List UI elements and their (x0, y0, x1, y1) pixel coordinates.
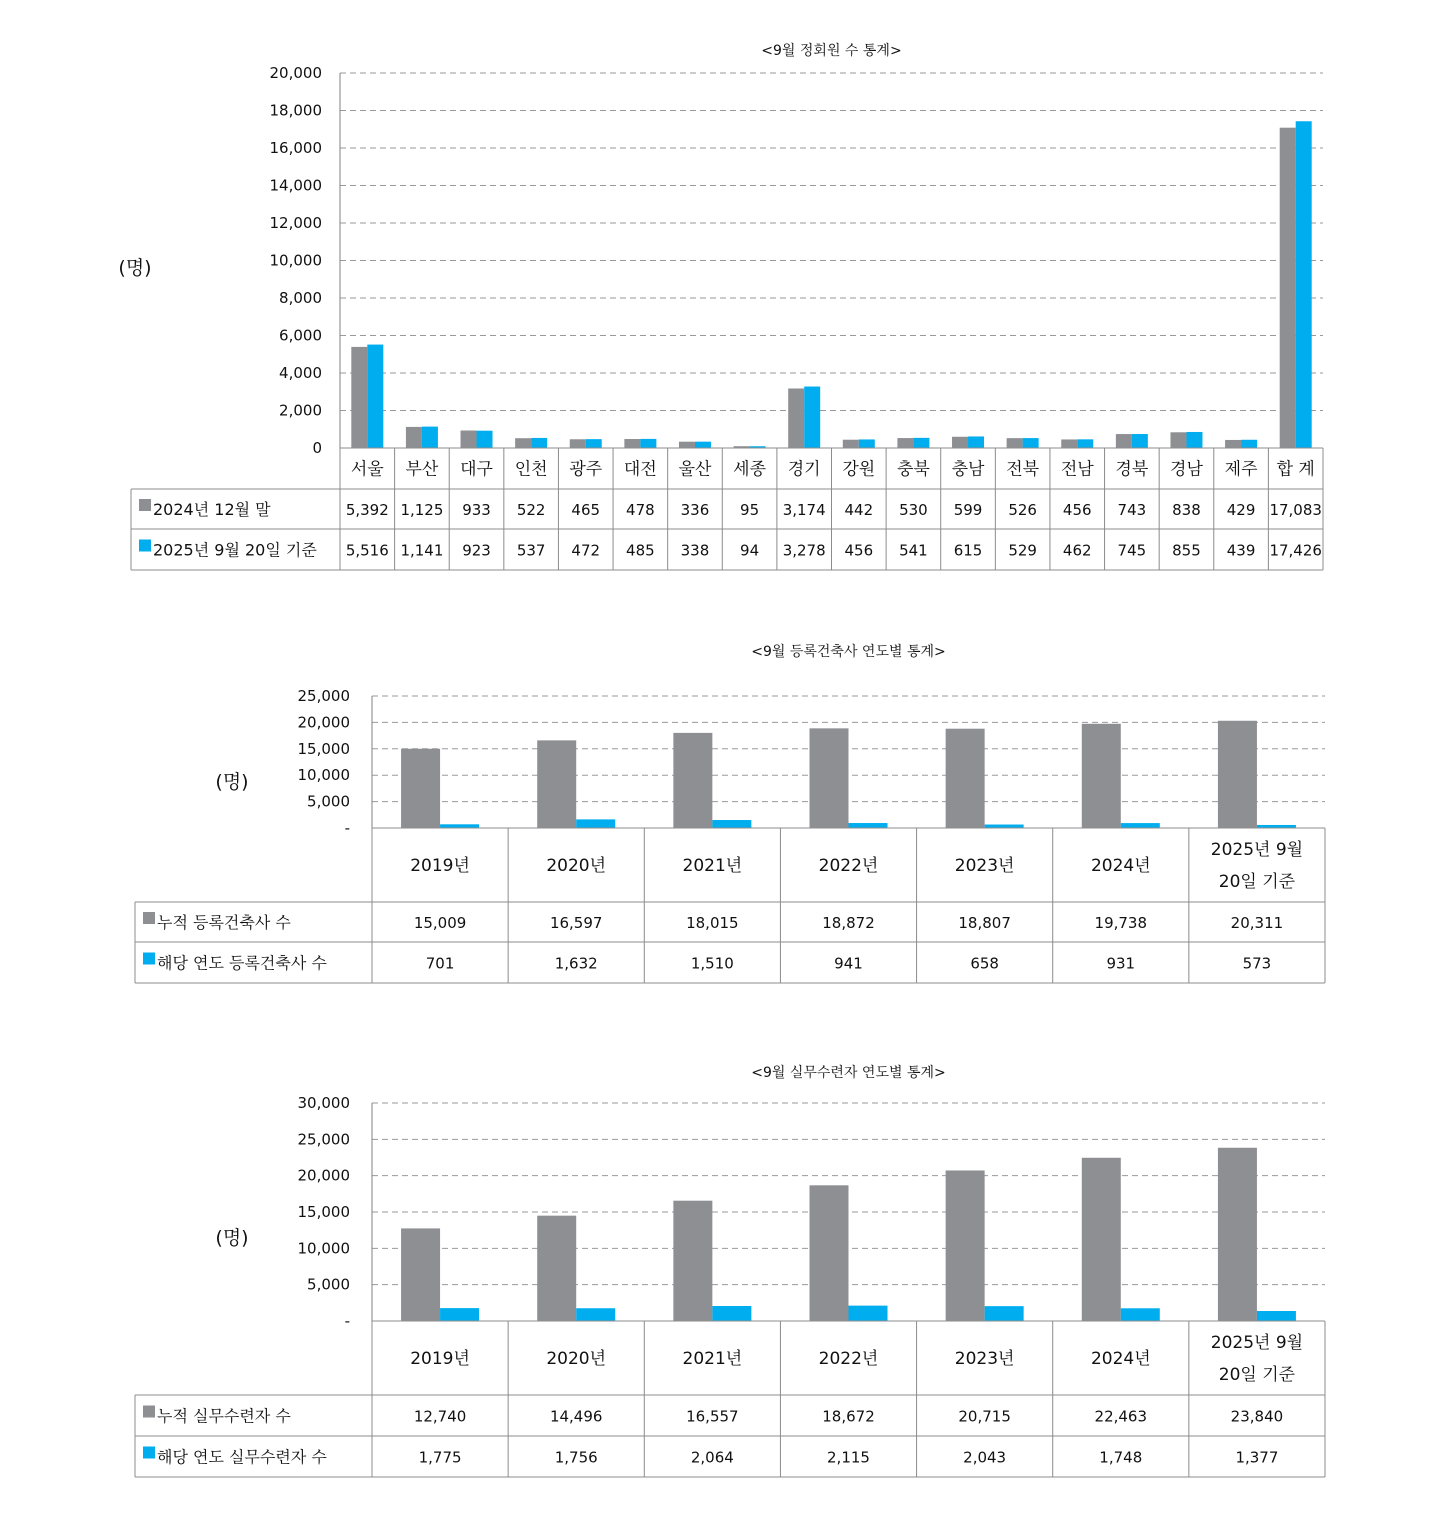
y-tick-label: 8,000 (279, 289, 322, 307)
data-label: 522 (516, 501, 546, 519)
data-label: 18,672 (822, 1407, 875, 1426)
data-label: 1,775 (418, 1448, 462, 1467)
data-label: 465 (571, 501, 601, 519)
y-tick-label: 10,000 (297, 766, 350, 785)
bar-series1 (401, 1228, 440, 1321)
y-tick-label: 2,000 (279, 401, 322, 420)
bar-series1 (1225, 440, 1241, 448)
chart-2 (135, 1064, 1325, 1477)
data-label: 529 (1008, 541, 1037, 560)
data-label: 456 (1062, 501, 1092, 519)
category-label: 2020년 (546, 856, 607, 876)
category-label: 2024년 (1090, 1349, 1151, 1369)
data-label: 17,083 (1269, 501, 1322, 519)
bar-series1 (679, 442, 695, 448)
bar-series1 (946, 729, 985, 828)
data-label: 16,597 (549, 914, 603, 932)
category-label: 세종 (733, 459, 767, 480)
category-label: 2024년 (1090, 856, 1151, 876)
legend-swatch (143, 1447, 155, 1459)
bar-series1 (1218, 721, 1257, 828)
y-tick-label: 20,000 (269, 64, 322, 82)
bar-series2 (712, 1306, 751, 1321)
category-label: 2023년 (954, 856, 1015, 876)
data-label: 478 (626, 501, 655, 519)
bar-series2 (695, 442, 711, 448)
data-label: 14,496 (549, 1407, 603, 1426)
bar-series2 (440, 1308, 479, 1321)
bar-series2 (1296, 121, 1312, 448)
y-tick-label: 16,000 (269, 139, 322, 157)
chart-title: <9월 실무수련자 연도별 통계> (751, 1065, 946, 1081)
y-tick-label: 20,000 (297, 1166, 350, 1185)
category-label: 2019년 (410, 1349, 470, 1369)
data-label: 701 (425, 954, 455, 973)
bar-series1 (673, 1201, 712, 1321)
y-tick-label: - (344, 819, 350, 837)
bar-series1 (952, 437, 968, 448)
legend-swatch (143, 1406, 155, 1418)
category-label: 2022년 (818, 1349, 879, 1369)
data-label: 2,115 (827, 1448, 870, 1467)
legend-label: 2025년 9월 20일 기준 (153, 540, 317, 560)
data-label: 838 (1172, 501, 1201, 519)
data-label: 923 (462, 541, 491, 560)
data-label: 573 (1242, 954, 1272, 973)
bar-series1 (461, 431, 477, 448)
data-label: 462 (1062, 541, 1092, 560)
y-tick-label: 15,000 (297, 739, 350, 758)
data-label: 745 (1117, 541, 1147, 560)
data-label: 472 (571, 541, 601, 560)
legend-label: 해당 연도 실무수련자 수 (157, 1447, 327, 1467)
y-tick-label: 18,000 (269, 101, 322, 120)
y-tick-label: 5,000 (307, 792, 350, 811)
data-label: 933 (462, 501, 491, 519)
bar-series2 (1132, 434, 1148, 448)
y-axis-unit-label: (명) (215, 771, 249, 793)
data-label: 338 (680, 541, 710, 560)
legend-label: 2024년 12월 말 (153, 500, 271, 519)
data-label: 18,807 (958, 914, 1011, 932)
bar-series1 (1218, 1148, 1257, 1321)
category-label: 대전 (623, 459, 657, 480)
y-tick-label: 6,000 (279, 326, 322, 345)
bar-series1 (515, 438, 531, 448)
category-label: 2025년 9월 20일 기준 (1210, 840, 1304, 892)
data-label: 15,009 (413, 914, 467, 932)
bar-series2 (985, 825, 1024, 828)
category-label: 부산 (405, 459, 439, 480)
legend-label: 누적 등록건축사 수 (157, 913, 291, 932)
data-label: 599 (953, 501, 983, 519)
category-label: 강원 (842, 459, 876, 480)
data-label: 1,632 (554, 954, 598, 973)
bar-series1 (788, 388, 804, 448)
data-label: 1,510 (690, 954, 734, 973)
bar-series1 (1280, 128, 1296, 448)
bar-series2 (1241, 440, 1257, 448)
data-label: 18,015 (686, 914, 739, 932)
y-tick-label: 30,000 (297, 1094, 350, 1112)
data-label: 20,311 (1230, 914, 1284, 932)
data-label: 1,141 (400, 541, 444, 560)
category-label: 경북 (1115, 459, 1149, 480)
category-label: 경기 (787, 459, 821, 480)
bar-series2 (968, 436, 984, 448)
data-label: 95 (740, 501, 760, 519)
data-label: 1,756 (554, 1448, 598, 1467)
y-tick-label: 25,000 (297, 687, 350, 705)
bar-series1 (537, 740, 576, 828)
bar-series2 (1257, 1311, 1296, 1321)
data-label: 456 (844, 541, 874, 560)
bar-series1 (537, 1216, 576, 1321)
bar-series1 (570, 439, 586, 448)
bar-series1 (897, 438, 913, 448)
bar-series1 (401, 749, 440, 828)
bar-series2 (849, 1306, 888, 1321)
data-label: 17,426 (1269, 541, 1322, 560)
bar-series2 (804, 387, 820, 448)
bar-series2 (985, 1306, 1024, 1321)
data-label: 429 (1226, 501, 1256, 519)
legend-swatch (139, 540, 151, 552)
bar-series1 (810, 728, 849, 828)
y-tick-label: 12,000 (269, 214, 322, 232)
bar-series2 (576, 1308, 615, 1321)
data-label: 615 (953, 541, 983, 560)
data-label: 5,392 (345, 501, 389, 519)
bar-series1 (810, 1185, 849, 1321)
bar-series2 (1121, 1308, 1160, 1321)
bar-series2 (367, 345, 383, 448)
data-label: 2,064 (690, 1448, 734, 1467)
category-label: 2022년 (818, 856, 879, 876)
data-label: 3,174 (782, 501, 826, 519)
y-tick-label: - (344, 1312, 350, 1330)
bar-series1 (673, 733, 712, 828)
bar-series1 (351, 347, 367, 448)
y-tick-label: 5,000 (307, 1275, 350, 1294)
bar-series2 (859, 439, 875, 448)
bar-series2 (1077, 439, 1093, 448)
category-label: 2025년 9월 20일 기준 (1210, 1333, 1304, 1385)
bar-series2 (1023, 438, 1039, 448)
legend-label: 누적 실무수련자 수 (157, 1406, 291, 1426)
category-label: 서울 (350, 459, 384, 480)
category-label: 2020년 (546, 1349, 607, 1369)
chart-title: <9월 등록건축사 연도별 통계> (751, 644, 946, 660)
bar-series2 (477, 431, 493, 448)
y-tick-label: 0 (312, 439, 322, 457)
data-label: 1,377 (1235, 1448, 1279, 1467)
y-tick-label: 10,000 (269, 251, 322, 270)
data-label: 1,125 (400, 501, 444, 519)
data-label: 18,872 (822, 914, 875, 932)
data-label: 1,748 (1099, 1448, 1143, 1467)
category-label: 울산 (678, 459, 712, 480)
category-label: 2021년 (682, 856, 743, 876)
data-label: 20,715 (958, 1407, 1011, 1426)
y-tick-label: 15,000 (297, 1203, 350, 1221)
legend-swatch (139, 499, 151, 511)
y-axis-unit-label: (명) (118, 257, 152, 279)
bar-series1 (843, 440, 859, 448)
bar-series2 (531, 438, 547, 448)
data-label: 941 (834, 954, 863, 973)
y-tick-label: 25,000 (297, 1130, 350, 1149)
bar-series1 (1082, 724, 1121, 828)
data-label: 2,043 (963, 1448, 1007, 1467)
bar-series2 (586, 439, 602, 448)
bar-series2 (640, 439, 656, 448)
data-label: 541 (899, 541, 928, 560)
y-tick-label: 14,000 (269, 176, 322, 195)
category-label: 전북 (1006, 459, 1040, 480)
category-label: 2021년 (682, 1349, 743, 1369)
data-label: 23,840 (1230, 1407, 1284, 1426)
data-label: 526 (1008, 501, 1037, 519)
data-label: 3,278 (782, 541, 826, 560)
category-label: 충북 (896, 459, 930, 480)
data-label: 530 (899, 501, 928, 519)
data-label: 537 (516, 541, 546, 560)
y-tick-label: 20,000 (297, 713, 350, 732)
bar-series1 (1170, 432, 1186, 448)
category-label: 전남 (1060, 459, 1094, 480)
data-label: 94 (740, 541, 760, 560)
y-axis-unit-label: (명) (215, 1227, 249, 1249)
bar-series2 (576, 819, 615, 828)
y-tick-label: 10,000 (297, 1239, 350, 1258)
legend-swatch (143, 953, 155, 965)
data-label: 442 (844, 501, 874, 519)
category-label: 2023년 (954, 1349, 1015, 1369)
bar-series1 (1061, 439, 1077, 448)
chart-0 (118, 42, 1323, 570)
bar-series2 (849, 823, 888, 828)
bar-series1 (1007, 438, 1023, 448)
category-label: 2019년 (410, 856, 470, 876)
data-label: 12,740 (413, 1407, 467, 1426)
data-label: 336 (680, 501, 710, 519)
category-label: 광주 (569, 459, 603, 480)
data-label: 5,516 (345, 541, 389, 560)
data-label: 19,738 (1094, 914, 1148, 932)
bar-series1 (946, 1170, 985, 1321)
chart-1 (135, 643, 1325, 983)
data-label: 743 (1117, 501, 1147, 519)
data-label: 855 (1172, 541, 1201, 560)
bar-series2 (422, 427, 438, 448)
data-label: 16,557 (686, 1407, 739, 1426)
data-label: 22,463 (1094, 1407, 1148, 1426)
data-label: 485 (626, 541, 655, 560)
y-tick-label: 4,000 (279, 364, 322, 382)
data-label: 658 (970, 954, 999, 973)
chart-title: <9월 정회원 수 통계> (761, 43, 902, 59)
bar-series1 (1082, 1158, 1121, 1321)
bar-series2 (1186, 432, 1202, 448)
bar-series2 (1121, 823, 1160, 828)
legend-label: 해당 연도 등록건축사 수 (157, 953, 327, 973)
category-label: 제주 (1224, 459, 1258, 480)
category-label: 합 계 (1276, 459, 1315, 480)
legend-swatch (143, 912, 155, 924)
category-label: 인천 (514, 459, 548, 480)
bar-series2 (440, 824, 479, 828)
category-label: 충남 (951, 459, 985, 480)
data-label: 439 (1226, 541, 1256, 560)
bar-series2 (913, 438, 929, 448)
category-label: 경남 (1170, 459, 1203, 480)
bar-series1 (1116, 434, 1132, 448)
category-label: 대구 (460, 459, 493, 480)
bar-series2 (712, 820, 751, 828)
bar-series1 (406, 427, 422, 448)
data-label: 931 (1106, 954, 1136, 973)
bar-series1 (624, 439, 640, 448)
